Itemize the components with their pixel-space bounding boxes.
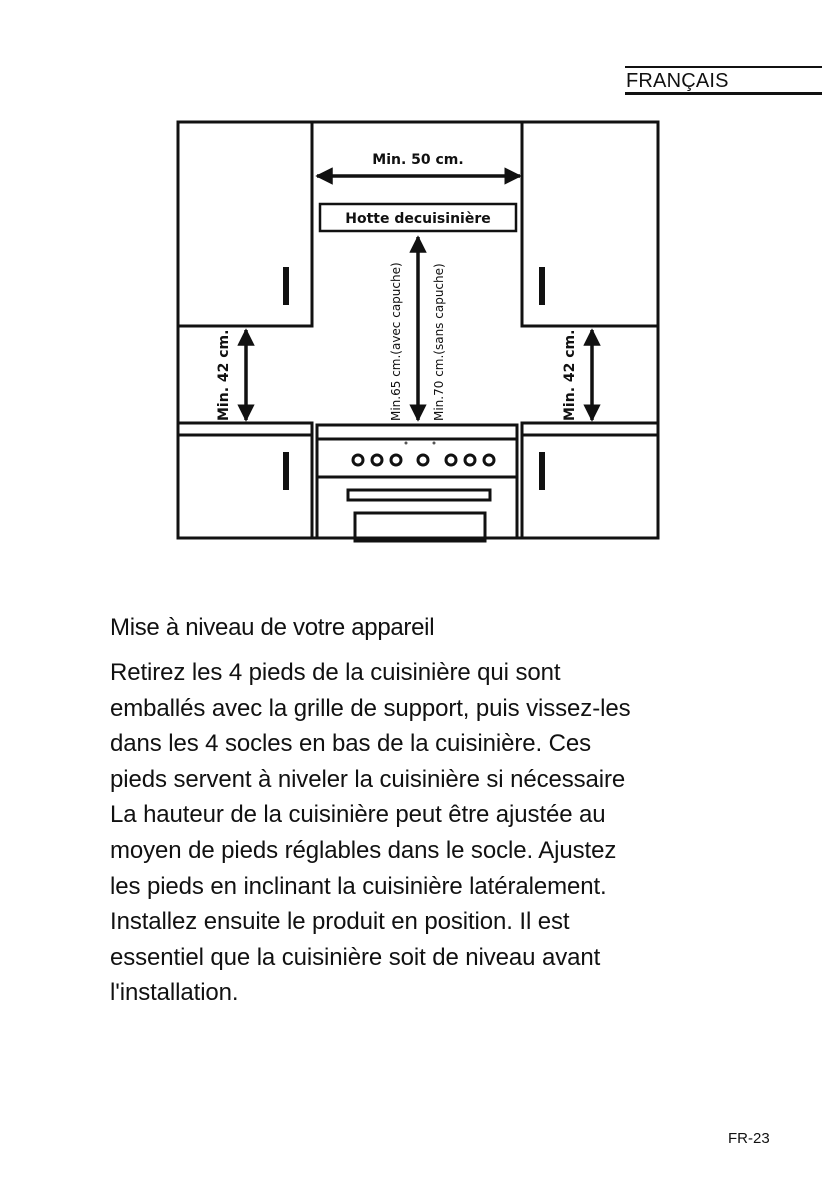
right-clearance-label: Min. 42 cm. [562, 329, 578, 421]
body-paragraph [110, 655, 710, 1011]
knob [353, 455, 363, 465]
knob [391, 455, 401, 465]
page-number: FR-23 [728, 1130, 770, 1147]
left-clearance-label: Min. 42 cm. [216, 329, 232, 421]
knob [465, 455, 475, 465]
language-header [625, 66, 822, 95]
paragraph-line: Retirez les 4 pieds de la cuisinière qui sont [110, 659, 561, 686]
paragraph-line: l'installation. [110, 979, 239, 1007]
left-upper-cabinet [178, 122, 312, 326]
oven-handle [348, 490, 490, 500]
width-label: Min. 50 cm. [372, 152, 464, 168]
cooker-top [317, 425, 517, 439]
left-upper-handle [283, 267, 289, 305]
knob [418, 455, 428, 465]
paragraph-line: Installez ensuite le produit en position. Il est [110, 908, 570, 936]
left-lower-handle [283, 452, 289, 490]
paragraph-line: moyen de pieds réglables dans le socle. Ajustez [110, 836, 617, 864]
without-hood-label: Min.70 cm.(sans capuche) [432, 263, 446, 421]
knob [446, 455, 456, 465]
language-label: FRANÇAIS [626, 70, 729, 92]
right-lower-handle [539, 452, 545, 490]
knob [372, 455, 382, 465]
installation-clearance-diagram [170, 115, 665, 545]
paragraph-line: les pieds en inclinant la cuisinière latéralement. [110, 872, 607, 900]
paragraph-line: La hauteur de la cuisinière peut être ajustée au [110, 801, 606, 829]
paragraph-line: dans les 4 socles en bas de la cuisinière. Ces [110, 730, 592, 758]
hood-label: Hotte decuisinière [345, 211, 491, 227]
left-countertop [178, 423, 312, 435]
right-upper-handle [539, 267, 545, 305]
section-title: Mise à niveau de votre appareil [110, 614, 435, 641]
paragraph-line: essentiel que la cuisinière soit de niveau avant [110, 943, 601, 971]
knob [484, 455, 494, 465]
right-countertop [522, 423, 658, 435]
with-hood-label: Min.65 cm.(avec capuche) [389, 262, 403, 421]
paragraph-line: pieds servent à niveler la cuisinière si nécessaire [110, 765, 626, 793]
paragraph-line: emballés avec la grille de support, puis vissez-les [110, 694, 631, 722]
left-lower-cabinet [178, 435, 312, 538]
